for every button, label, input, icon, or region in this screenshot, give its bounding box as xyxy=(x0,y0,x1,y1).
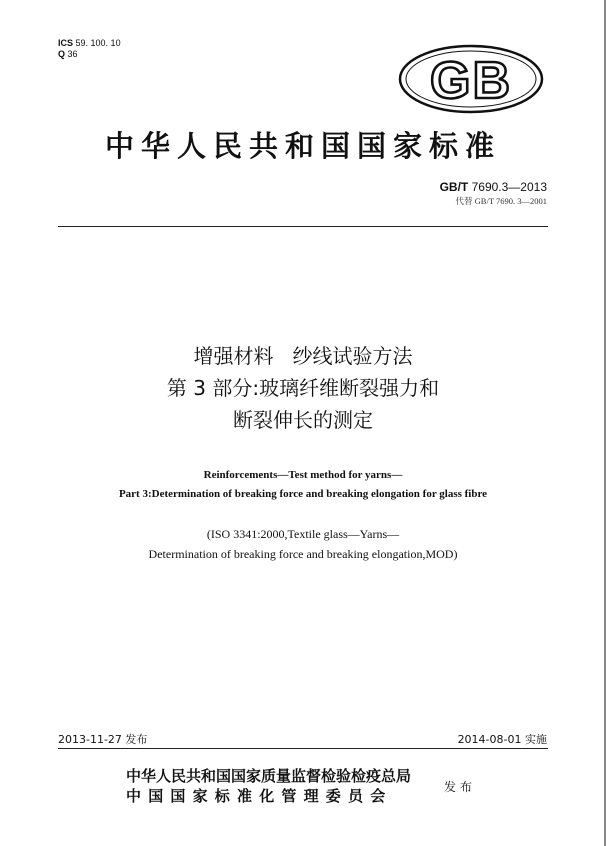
issue-date: 2013-11-27 发布 xyxy=(58,733,148,746)
q-value: 36 xyxy=(67,49,78,59)
ics-value: 59. 100. 10 xyxy=(75,38,121,48)
iso-reference xyxy=(0,524,606,564)
q-line xyxy=(58,49,121,60)
iso-reference-line-1: (ISO 3341:2000,Textile glass—Yarns— xyxy=(206,527,400,541)
gb-logo-text: GB xyxy=(430,52,512,110)
ics-label: ICS xyxy=(58,38,74,48)
chinese-title xyxy=(0,340,606,436)
header-divider xyxy=(58,226,548,227)
chinese-title-line-3: 断裂伸长的测定 xyxy=(233,408,373,432)
gb-logo xyxy=(398,44,544,114)
chinese-title-line-2: 第 3 部分:玻璃纤维断裂强力和 xyxy=(166,376,440,400)
english-title xyxy=(0,466,606,504)
national-standard-heading: 中华人民共和国国家标准 xyxy=(104,129,501,163)
implementation-date: 2014-08-01 实施 xyxy=(457,733,547,746)
publish-action: 发布 xyxy=(444,780,477,794)
ics-line xyxy=(58,38,121,49)
ics-code-block xyxy=(58,38,121,60)
standard-number xyxy=(440,180,547,194)
footer-divider xyxy=(58,748,548,749)
publisher-block xyxy=(126,766,411,806)
standard-number-block xyxy=(440,180,547,207)
chinese-title-line-1: 增强材料 纱线试验方法 xyxy=(193,344,413,368)
publisher-line-1: 中华人民共和国国家质量监督检验检疫总局 xyxy=(126,767,412,785)
english-title-line-2: Part 3:Determination of breaking force and breaking elongation for glass fibre xyxy=(118,488,488,500)
standard-code: 7690.3—2013 xyxy=(471,180,547,194)
q-label: Q xyxy=(58,49,66,59)
english-title-line-1: Reinforcements—Test method for yarns— xyxy=(203,469,403,481)
iso-reference-line-2: Determination of breaking force and breaking elongation,MOD) xyxy=(148,547,458,561)
publisher-line-2: 中国国家标准化管理委员会 xyxy=(126,787,393,805)
replaces-note: 代替 GB/T 7690. 3—2001 xyxy=(455,196,547,206)
standard-prefix: GB/T xyxy=(439,180,469,194)
